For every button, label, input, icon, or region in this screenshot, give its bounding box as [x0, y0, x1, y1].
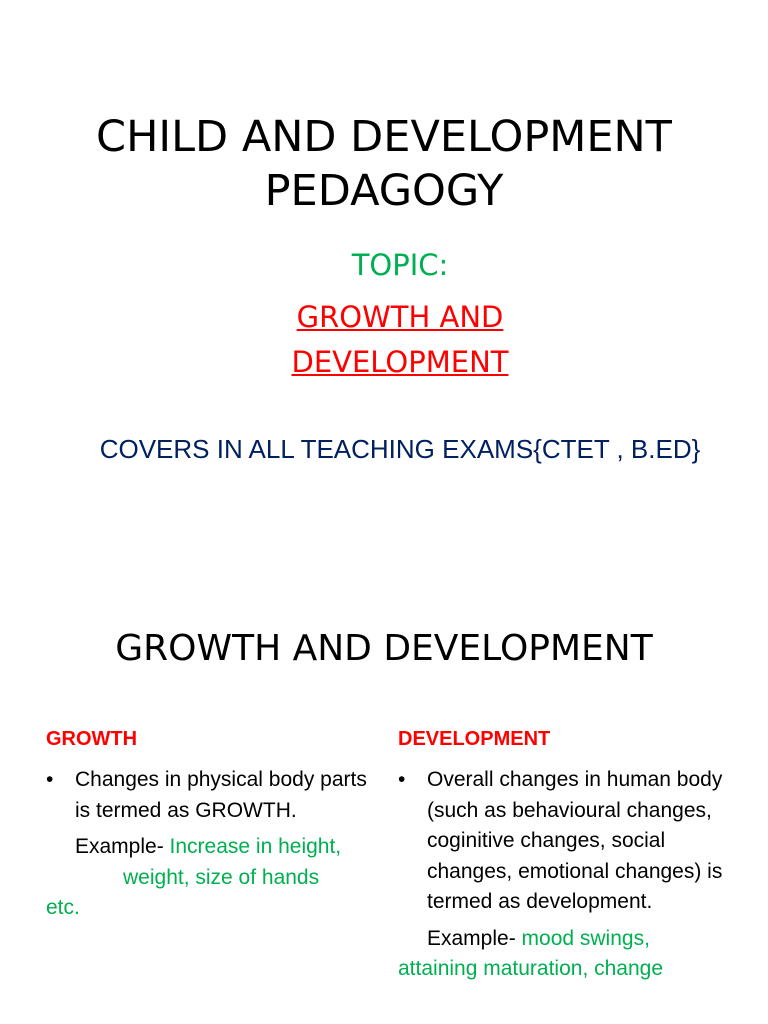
development-heading: DEVELOPMENT [398, 728, 551, 750]
slide-2 [0, 560, 768, 1024]
growth-example [46, 832, 376, 924]
slide-2-title: GROWTH AND DEVELOPMENT [115, 628, 653, 669]
development-example [398, 924, 738, 985]
title-line-1: CHILD AND DEVELOPMENT [96, 112, 672, 162]
growth-example-text-3: etc. [46, 896, 80, 919]
development-column [398, 728, 738, 985]
growth-example-text-1: Increase in height, [169, 835, 342, 858]
growth-bullet-text: Changes in physical body parts is termed as GROWTH. [75, 768, 367, 822]
growth-bullet [46, 765, 376, 826]
topic-line-1: GROWTH AND [296, 300, 504, 334]
development-example-prefix: Example- [427, 926, 522, 950]
bullet-dot-icon: • [398, 768, 406, 791]
development-example-text-2: attaining maturation, change [398, 957, 664, 980]
growth-example-prefix: Example- [75, 835, 170, 858]
development-example-text-1: mood swings, [521, 926, 650, 950]
bullet-dot-icon: • [46, 768, 54, 791]
growth-heading: GROWTH [46, 728, 138, 750]
exam-coverage-note: COVERS IN ALL TEACHING EXAMS{CTET , B.ED} [99, 434, 701, 464]
growth-example-text-2: weight, size of hands [123, 865, 320, 889]
topic-name [0, 295, 768, 385]
topic-line-2: DEVELOPMENT [291, 345, 509, 379]
development-bullet [398, 765, 738, 918]
development-bullet-text: Overall changes in human body (such as behavioural changes, coginitive changes, social changes, emotional changes) is termed as development. [427, 768, 723, 913]
growth-column [46, 728, 376, 924]
title-line-2: PEDAGOGY [264, 166, 504, 216]
slide-1-title [0, 110, 768, 218]
topic-label: TOPIC: [351, 248, 449, 282]
